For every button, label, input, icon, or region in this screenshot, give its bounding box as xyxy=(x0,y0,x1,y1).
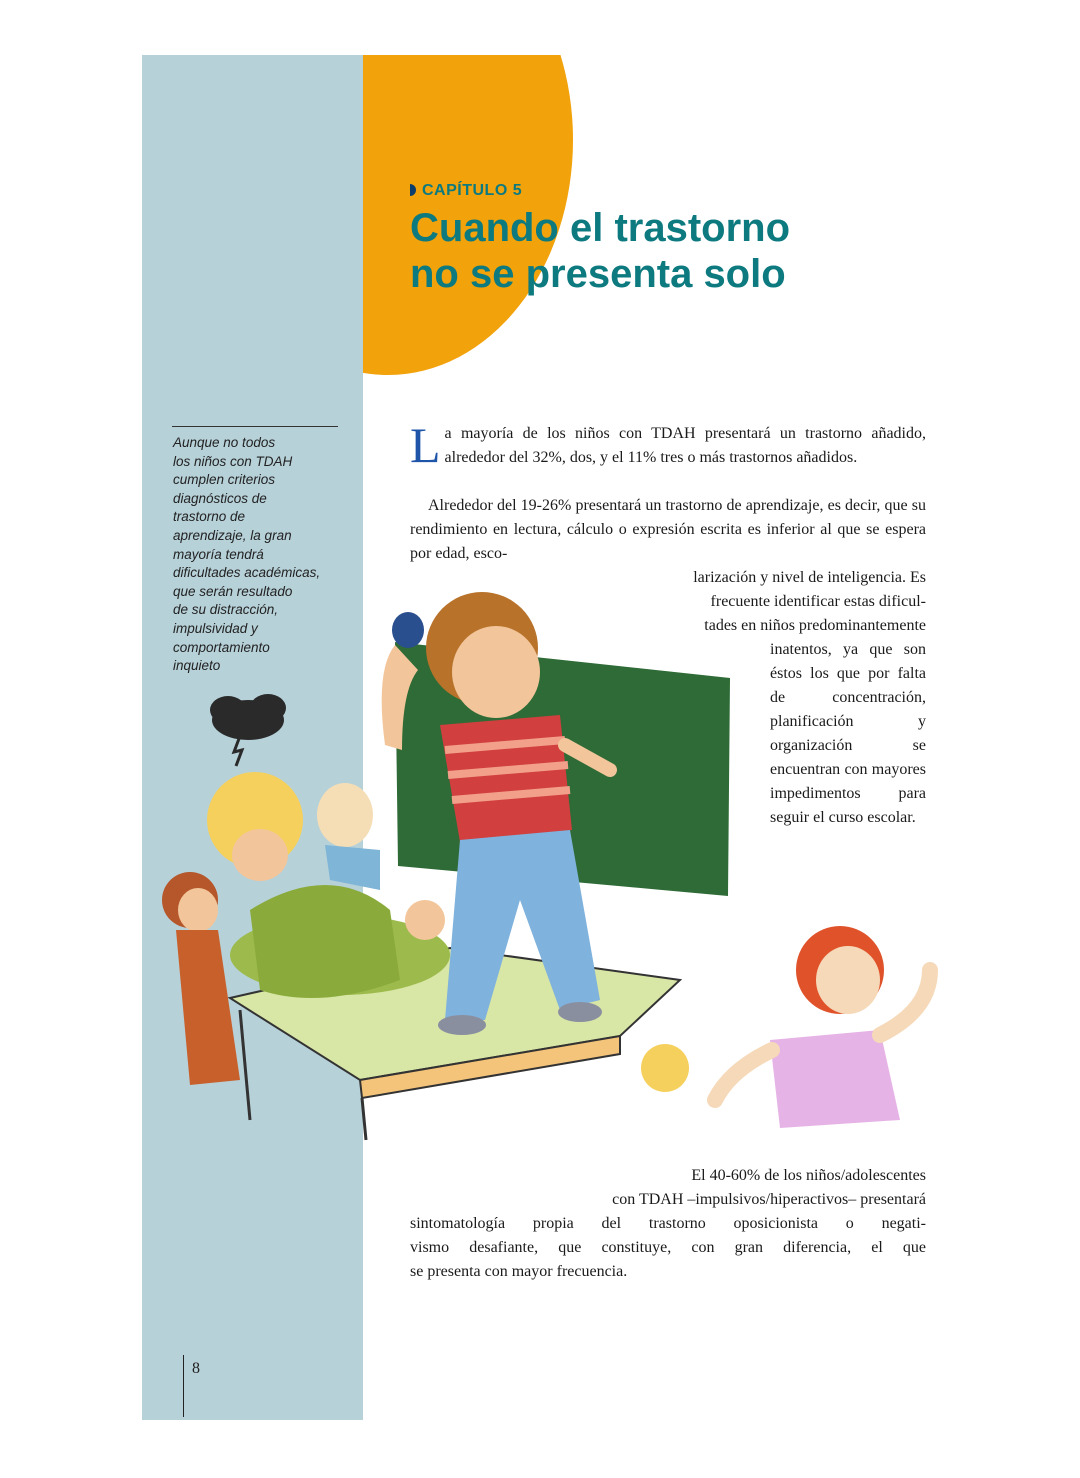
peeking-kid-figure xyxy=(641,1044,689,1092)
chapter-marker-icon xyxy=(410,184,416,196)
girl-left-figure xyxy=(162,872,240,1085)
side-note: Aunque no todos los niños con TDAH cumplen criterios diagnósticos de trastorno de aprendizaje, la gran mayoría tendrá dificultades académicas, que serán resultado de su distracción, impulsividad y comportamiento inquieto xyxy=(173,435,321,674)
page-number: 8 xyxy=(192,1360,200,1377)
redhead-girl-figure xyxy=(715,926,930,1128)
bald-boy-figure xyxy=(317,783,380,890)
title-line-2: no se presenta solo xyxy=(410,252,786,296)
title-line-1: Cuando el trastorno xyxy=(410,206,791,250)
side-note-rule xyxy=(172,426,338,427)
paragraph-2-end: inatentos, ya que son éstos los que por falta de concentración, planificación y organización se encuentran con mayores impedimentos para seguir el curso escolar. xyxy=(770,641,926,826)
storm-cloud-icon xyxy=(210,694,286,766)
chapter-label: CAPÍTULO 5 xyxy=(410,182,522,200)
drop-cap: L xyxy=(410,417,441,473)
page-number-rule xyxy=(183,1355,184,1417)
paragraph-2-start: Alrededor del 19-26% presentará un trastorno de aprendizaje, es decir, que su rendimiento en lectura, cálculo o expresión escrita es inferior al que se espera por edad, esco- xyxy=(410,497,926,562)
paragraph-2-middle: larización y nivel de inteligencia. Es frecuente identificar estas dificul- tades en niños predominantemente xyxy=(693,569,926,634)
paragraph-3: El 40-60% de los niños/adolescentes con TDAH –impulsivos/hiperactivos– presentará sintomatología propia del trastorno oposicionista o negati- vismo desafiante, que constituye, con gran diferencia, el que se presenta con mayor frecuencia. xyxy=(410,1167,926,1280)
paragraph-1: La mayoría de los niños con TDAH presentará un trastorno añadido, alrededor del 32%, dos, y el 11% tres o más trastornos añadidos. xyxy=(410,417,926,473)
peeking-kid-figure xyxy=(405,900,445,940)
chapter-title xyxy=(410,205,930,297)
